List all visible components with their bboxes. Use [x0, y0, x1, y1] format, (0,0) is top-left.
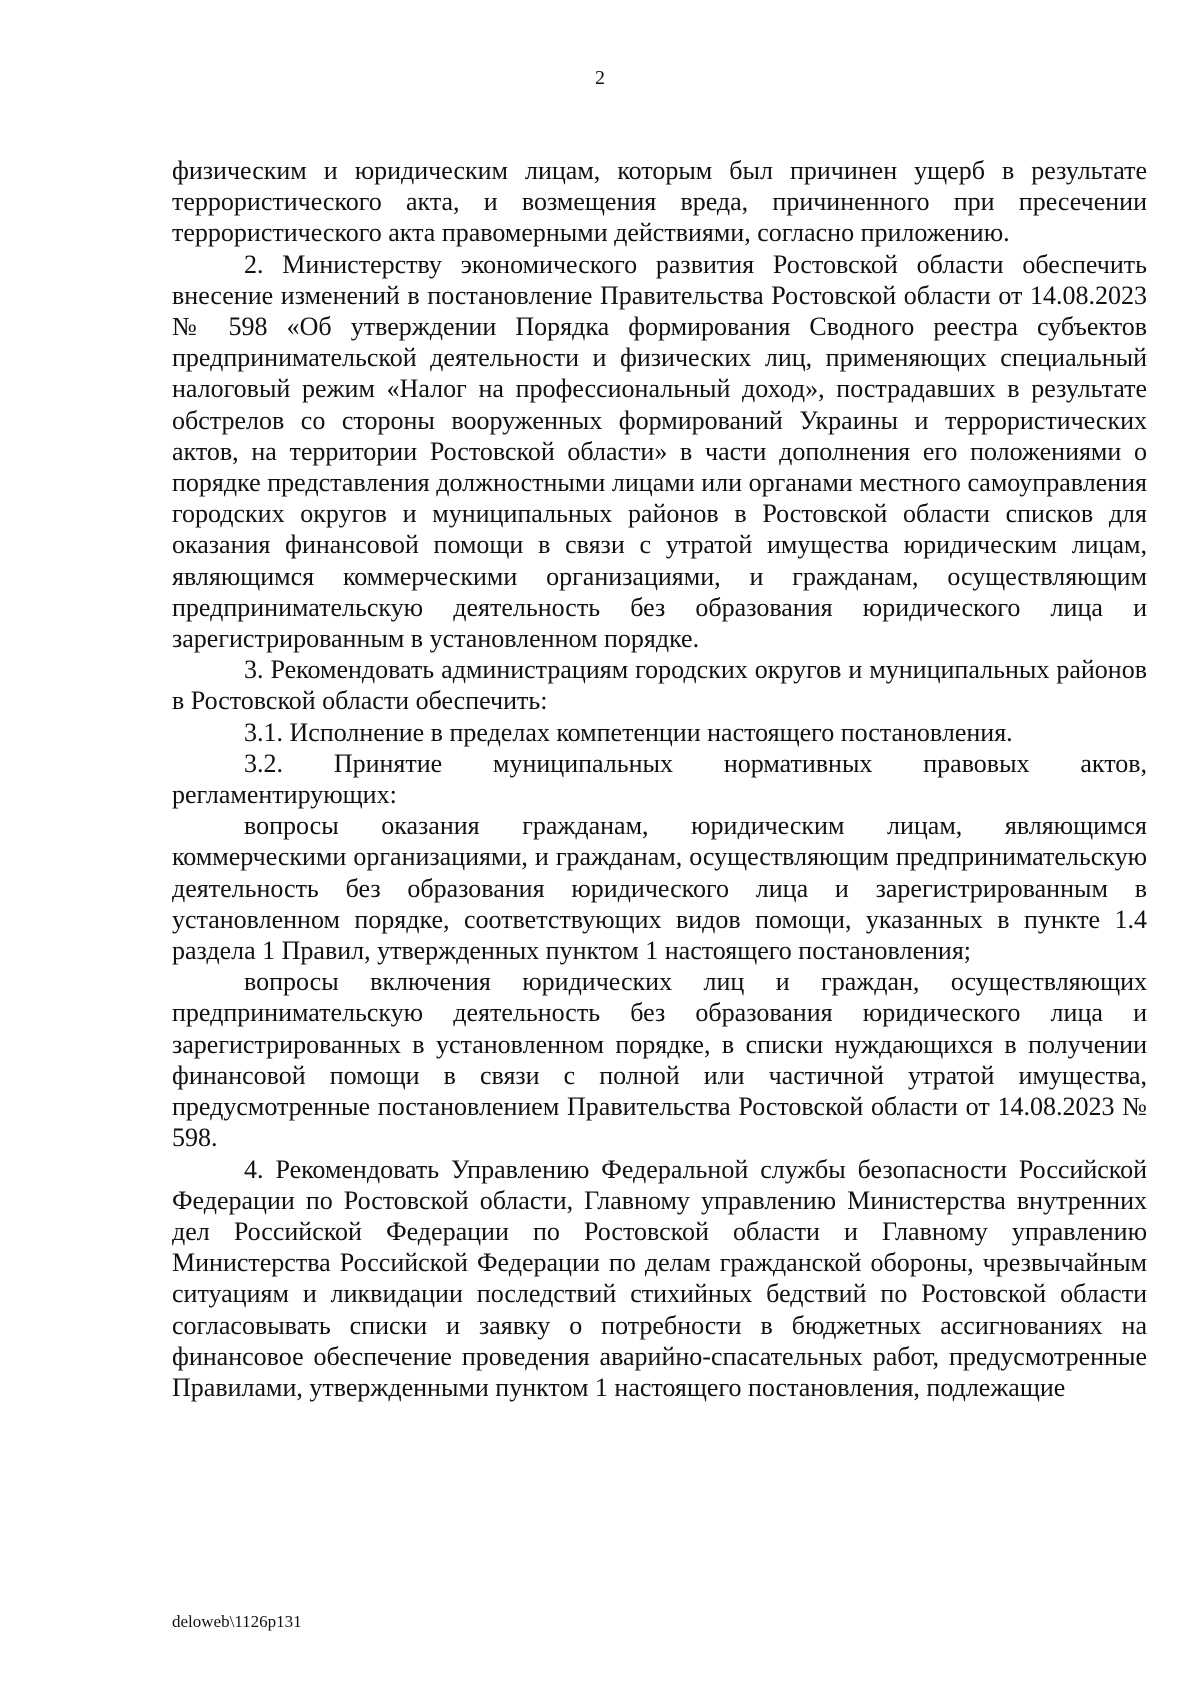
paragraph-item-4: 4. Рекомендовать Управлению Федеральной службы безопасности Российской Федерации по Ростовской области, Главному управлению Министерства внутренних дел Российской Федерации по Ростовской области и Главному управлению Министерства Российской Федерации по делам гражданской обороны, чрезвычайным ситуациям и ликвидации последствий стихийных бедствий по Ростовской области согласовывать списки и заявку о потребности в бюджетных ассигнованиях на финансовое обеспечение проведения аварийно-спасательных работ, предусмотренные Правилами, утвержденными пунктом 1 настоящего постановления, подлежащие: [172, 1154, 1147, 1402]
document-body: [172, 155, 1147, 1403]
paragraph-item-2: 2. Министерству экономического развития Ростовской области обеспечить внесение изменений в постановление Правительства Ростовской области от 14.08.2023 № 598 «Об утверждении Порядка формирования Сводного реестра субъектов предпринимательской деятельности и физических лиц, применяющих специальный налоговый режим «Налог на профессиональный доход», пострадавших в результате обстрелов со стороны вооруженных формирований Украины и террористических актов, на территории Ростовской области» в части дополнения его положениями о порядке представления должностными лицами или органами местного самоуправления городских округов и муниципальных районов в Ростовской области списков для оказания финансовой помощи в связи с утратой имущества юридическим лицам, являющимся коммерческими организациями, и гражданам, осуществляющим предпринимательскую деятельность без образования юридического лица и зарегистрированным в установленном порядке.: [172, 249, 1147, 654]
paragraph-item-3: 3. Рекомендовать администрациям городских округов и муниципальных районов в Ростовской области обеспечить:: [172, 655, 1147, 716]
paragraph-1-continuation: физическим и юридическим лицам, которым был причинен ущерб в результате террористического акта, и возмещения вреда, причиненного при пресечении террористического акта правомерными действиями, согласно приложению.: [172, 156, 1147, 248]
paragraph-item-3-1: 3.1. Исполнение в пределах компетенции настоящего постановления.: [244, 717, 1013, 747]
paragraph-item-3-2-subitem-b: вопросы включения юридических лиц и граждан, осуществляющих предпринимательскую деятельность без образования юридического лица и зарегистрированных в установленном порядке, в списки нуждающихся в получении финансовой помощи в связи с полной или частичной утратой имущества, предусмотренные постановлением Правительства Ростовской области от 14.08.2023 № 598.: [172, 967, 1147, 1153]
paragraph-item-3-2: 3.2. Принятие муниципальных нормативных правовых актов, регламентирующих:: [172, 748, 1147, 810]
paragraph-item-3-2-subitem-a: вопросы оказания гражданам, юридическим лицам, являющимся коммерческими организациями, и гражданам, осуществляющим предпринимательскую деятельность без образования юридического лица и зарегистрированным в установленном порядке, соответствующих видов помощи, указанных в пункте 1.4 раздела 1 Правил, утвержденных пунктом 1 настоящего постановления;: [172, 811, 1147, 966]
page-number: 2: [595, 67, 605, 89]
footer-file-reference: deloweb\1126p131: [172, 1612, 302, 1631]
